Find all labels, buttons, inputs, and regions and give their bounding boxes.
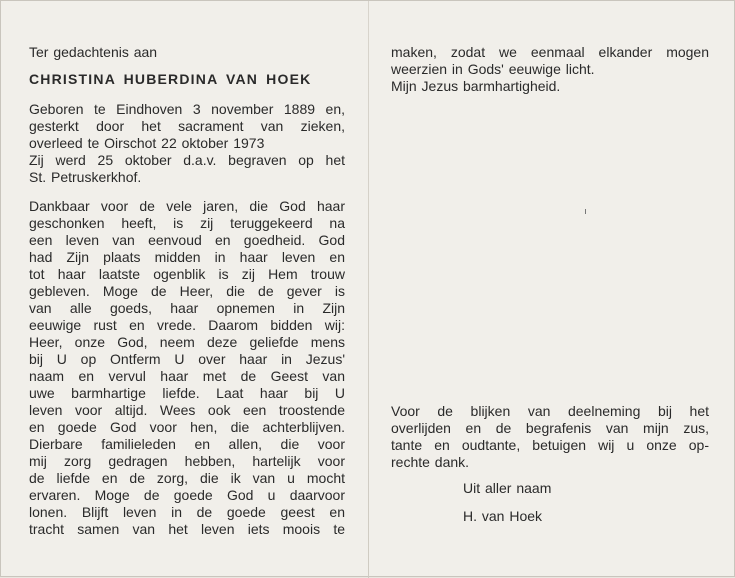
- tribute-line: naam en vervul haar met de Geest van: [29, 368, 345, 384]
- tribute-line: en goede God voor hen, die achterblijven.: [29, 419, 345, 435]
- tribute-line: van alle goeds, haar opnemen in Zijn: [29, 300, 345, 316]
- tribute-line: Heer, onze God, neem deze geliefde mens: [29, 334, 345, 350]
- tribute-line: had Zijn plaats midden in haar leven en: [29, 249, 345, 265]
- continuation-line: weerzien in Gods' eeuwige licht.: [391, 61, 595, 77]
- thanks-line: tante en oudtante, betuigen wij u onze op-: [391, 437, 709, 453]
- signature: H. van Hoek: [463, 508, 543, 524]
- tribute-line: ervaren. Moge de goede God u daarvoor: [29, 487, 345, 503]
- tribute-line: tot haar laatste ogenblik is zij Hem trouw: [29, 266, 345, 282]
- thanks-line: overlijden en de begrafenis van mijn zus,: [391, 420, 709, 436]
- thanks-line: Voor de blijken van deelneming bij het: [391, 403, 709, 419]
- continuation-line: maken, zodat we eenmaal elkander mogen: [391, 44, 709, 60]
- paper-speck: [585, 209, 586, 214]
- bio-line: St. Petruskerkhof.: [29, 169, 142, 185]
- bio-line: Zij werd 25 oktober d.a.v. begraven op het: [29, 152, 345, 168]
- tribute-line: een leven van eenvoud en goedheid. God: [29, 232, 345, 248]
- tribute-line: eeuwige rust en vrede. Daarom bidden wij:: [29, 317, 345, 333]
- tribute-line: uwe barmhartige liefde. Laat haar bij U: [29, 385, 345, 401]
- intro-text: Ter gedachtenis aan: [29, 44, 158, 60]
- bio-line: gesterkt door het sacrament van zieken,: [29, 118, 345, 134]
- tribute-line: tracht samen van het leven iets moois te: [29, 521, 345, 537]
- tribute-line: bij U op Ontferm U over haar in Jezus': [29, 351, 345, 367]
- tribute-line: lonen. Blijft leven in de goede geest en: [29, 504, 345, 520]
- thanks-line: rechte dank.: [391, 454, 470, 470]
- tribute-line: Dankbaar voor de vele jaren, die God haar: [29, 198, 345, 214]
- tribute-line: gebleven. Moge de Heer, die de gever is: [29, 283, 345, 299]
- closing-text: Uit aller naam: [463, 480, 552, 496]
- tribute-line: mij zorg gedragen hebben, hartelijk voor: [29, 453, 345, 469]
- fold-line: [368, 1, 369, 578]
- continuation-line: Mijn Jezus barmhartigheid.: [391, 78, 561, 94]
- tribute-line: Dierbare familieleden en allen, die voor: [29, 436, 345, 452]
- tribute-line: de liefde en de zorg, die ik van u mocht: [29, 470, 345, 486]
- bio-line: overleed te Oirschot 22 oktober 1973: [29, 135, 265, 151]
- tribute-line: leven voor altijd. Wees ook een troostende: [29, 402, 345, 418]
- tribute-line: geschonken heeft, is zij teruggekeerd na: [29, 215, 345, 231]
- deceased-name: CHRISTINA HUBERDINA VAN HOEK: [29, 71, 312, 87]
- bio-line: Geboren te Eindhoven 3 november 1889 en,: [29, 101, 345, 117]
